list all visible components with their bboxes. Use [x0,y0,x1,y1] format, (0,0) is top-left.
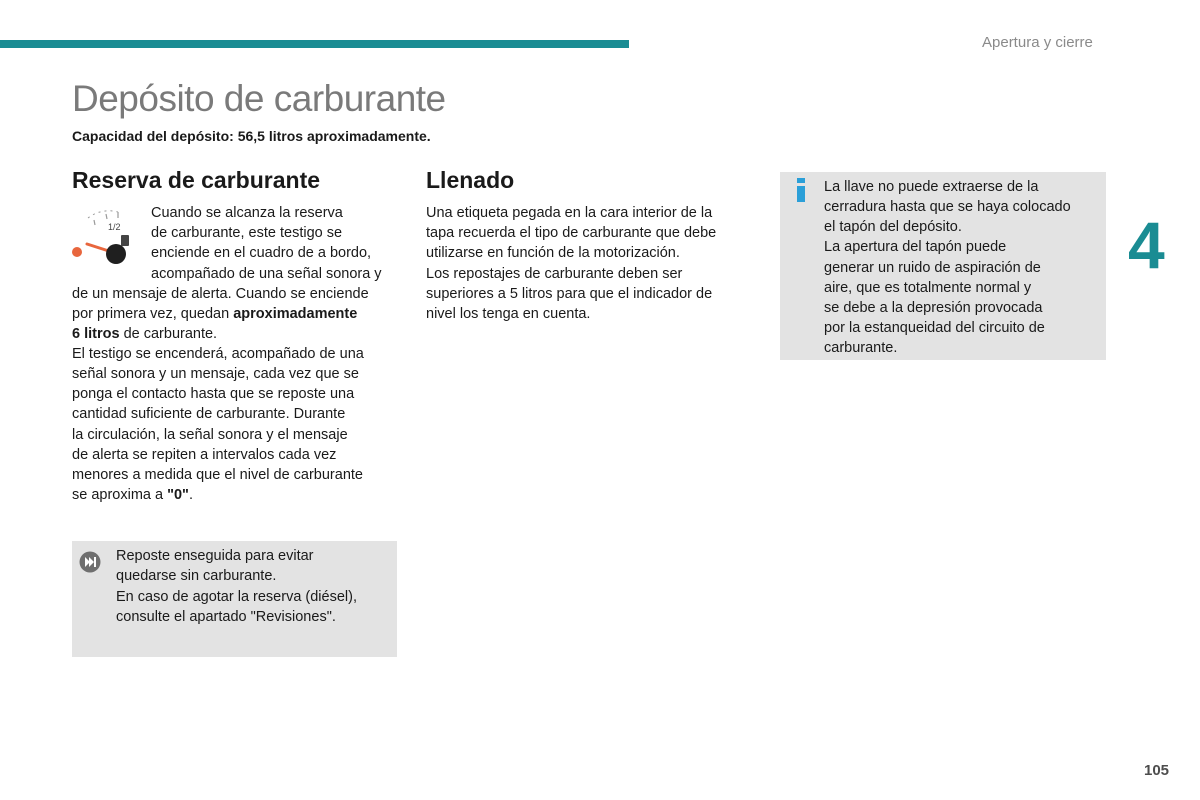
header-accent-bar [0,40,629,48]
info-line-7: se debe a la depresión provocada [824,300,1043,316]
capacity-text: Capacidad del depósito: 56,5 litros aproximadamente. [72,128,431,144]
reserve-line-15: se aproxima a "0". [72,487,193,503]
reserve-line-12: la circulación, la señal sonora y el mensaje [72,427,348,443]
reserve-line-13: de alerta se repiten a intervalos cada vez [72,447,337,463]
info-line-1: La llave no puede extraerse de la [824,179,1039,195]
reserve-line-10: ponga el contacto hasta que se reposte una [72,386,355,402]
reserve-line-5: de un mensaje de alerta. Cuando se enciende [72,286,369,302]
filling-line-1: Una etiqueta pegada en la cara interior de la [426,205,713,221]
reserve-line-6: por primera vez, quedan aproximadamente [72,306,358,322]
reserve-line-8: El testigo se encenderá, acompañado de una [72,346,364,362]
section-label: Apertura y cierre [982,34,1093,51]
reserve-line-3: enciende en el cuadro de a bordo, [151,245,372,261]
page-number: 105 [1144,762,1170,779]
filling-line-6: nivel los tenga en cuenta. [426,306,591,322]
note-line-4: consulte el apartado "Revisiones". [116,609,336,625]
reserve-line-14: menores a medida que el nivel de carburante [72,467,363,483]
info-line-5: generar un ruido de aspiración de [824,260,1041,276]
chapter-number: 4 [1128,208,1165,282]
info-line-9: carburante. [824,340,898,356]
filling-line-4: Los repostajes de carburante deben ser [426,266,683,282]
note-line-1: Reposte enseguida para evitar [116,548,314,564]
gauge-half-label: 1/2 [108,222,121,232]
filling-heading: Llenado [426,167,515,193]
fuel-gauge-icon [70,208,132,266]
info-line-8: por la estanqueidad del circuito de [824,320,1045,336]
page-title: Depósito de carburante [72,78,446,119]
reserve-line-7: 6 litros de carburante. [72,326,218,342]
filling-line-5: superiores a 5 litros para que el indicador de [426,286,713,302]
reserve-heading: Reserva de carburante [72,167,321,193]
note-line-2: quedarse sin carburante. [116,568,277,584]
filling-line-2: tapa recuerda el tipo de carburante que debe [426,225,717,241]
note-line-3: En caso de agotar la reserva (diésel), [116,589,357,605]
reserve-line-11: cantidad suficiente de carburante. Durante [72,406,346,422]
reserve-line-9: señal sonora y un mensaje, cada vez que se [72,366,359,382]
info-line-4: La apertura del tapón puede [824,239,1007,255]
reserve-line-1: Cuando se alcanza la reserva [151,205,343,221]
reserve-line-4: acompañado de una señal sonora y [151,266,382,282]
info-icon [794,176,808,206]
info-line-3: el tapón del depósito. [824,219,962,235]
reserve-line-2: de carburante, este testigo se [151,225,343,241]
info-line-2: cerradura hasta que se haya colocado [824,199,1071,215]
next-arrow-icon [79,551,101,573]
filling-line-3: utilizarse en función de la motorización. [426,245,680,261]
info-line-6: aire, que es totalmente normal y [824,280,1032,296]
